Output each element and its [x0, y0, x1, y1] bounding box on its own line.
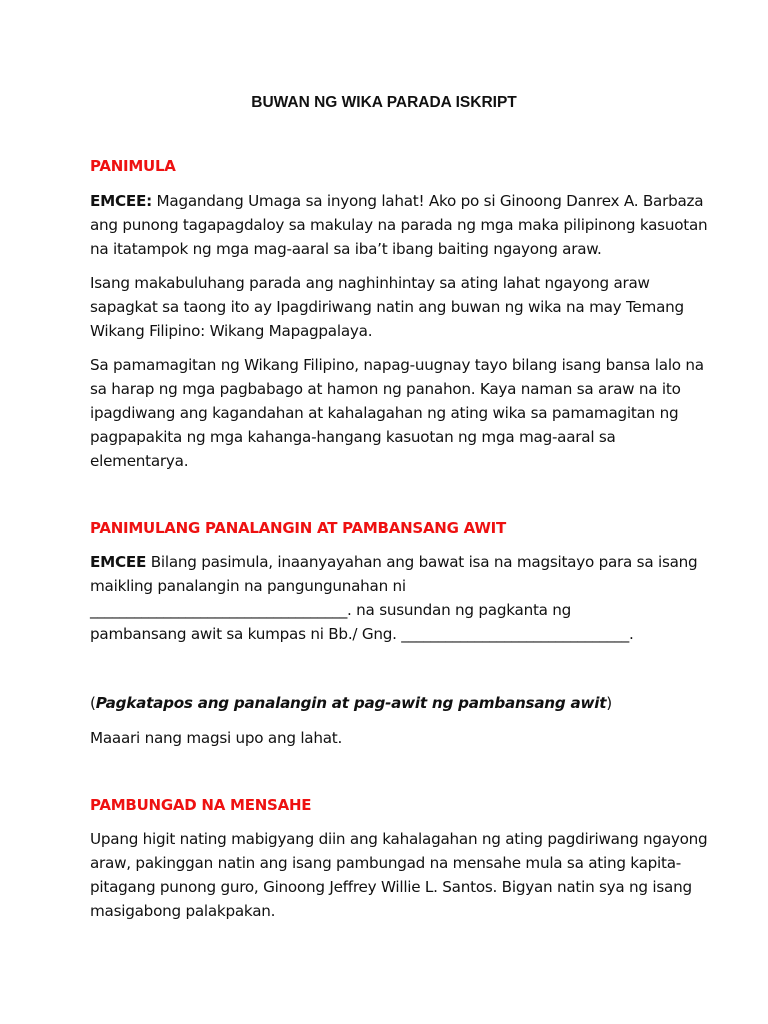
- section-heading-panimula: PANIMULA: [90, 157, 176, 175]
- paragraph-line: Wikang Filipino: Wikang Mapagpalaya.: [90, 322, 373, 340]
- paragraph-line: EMCEE Bilang pasimula, inaanyayahan ang bawat isa na magsitayo para sa isang: [90, 553, 698, 571]
- paragraph-line: pagpapakita ng mga kahanga-hangang kasuotan ng mga mag-aaral sa: [90, 428, 616, 446]
- paragraph-line: ___________________________________. na susundan ng pagkanta ng: [90, 601, 572, 619]
- paragraph-line: elementarya.: [90, 452, 189, 470]
- paragraph-emcee-prayer: [90, 550, 698, 646]
- paragraph-line: Isang makabuluhang parada ang naghinhintay sa ating lahat ngayong araw: [90, 274, 650, 292]
- paragraph-line: na itatampok ng mga mag-aaral sa iba’t ibang baiting ngayong araw.: [90, 240, 602, 258]
- paragraph-stage-direction: [90, 691, 690, 715]
- emcee-label: EMCEE: [90, 553, 147, 571]
- paragraph-line: maikling panalangin na pangungunahan ni: [90, 577, 406, 595]
- paragraph-line: EMCEE: Magandang Umaga sa inyong lahat! Ako po si Ginoong Danrex A. Barbaza: [90, 192, 704, 210]
- paragraph-wikang-filipino: [90, 353, 704, 473]
- emcee-label: EMCEE:: [90, 192, 152, 210]
- paragraph-line: (Pagkatapos ang panalangin at pag-awit ng pambansang awit): [90, 694, 612, 712]
- paragraph-line: sapagkat sa taong ito ay Ipagdiriwang natin ang buwan ng wika na may Temang: [90, 298, 684, 316]
- paragraph-line: araw, pakinggan natin ang isang pambungad na mensahe mula sa ating kapita-: [90, 854, 681, 872]
- paragraph-line: ipagdiwang ang kagandahan at kahalagahan ng ating wika sa pamamagitan ng: [90, 404, 679, 422]
- section-heading-panalangin: PANIMULANG PANALANGIN AT PAMBANSANG AWIT: [90, 519, 506, 537]
- paragraph-line: masigabong palakpakan.: [90, 902, 276, 920]
- stage-direction-text: Pagkatapos ang panalangin at pag-awit ng pambansang awit: [95, 694, 607, 712]
- paragraph-emcee-intro: [90, 189, 708, 261]
- paragraph-line: pitagang punong guro, Ginoong Jeffrey Willie L. Santos. Bigyan natin sya ng isang: [90, 878, 692, 896]
- paragraph-line: Maaari nang magsi upo ang lahat.: [90, 729, 343, 747]
- paragraph-line: Sa pamamagitan ng Wikang Filipino, napag-uugnay tayo bilang isang bansa lalo na: [90, 356, 704, 374]
- paragraph-sit-down: [90, 726, 690, 750]
- section-heading-pambungad: PAMBUNGAD NA MENSAHE: [90, 796, 312, 814]
- paragraph-line: sa harap ng mga pagbabago at hamon ng panahon. Kaya naman sa araw na ito: [90, 380, 681, 398]
- paragraph-opening-message: [90, 827, 708, 923]
- paragraph-line: pambansang awit sa kumpas ni Bb./ Gng. _______________________________.: [90, 625, 634, 643]
- document-title: BUWAN NG WIKA PARADA ISKRIPT: [251, 94, 517, 111]
- paragraph-line: Upang higit nating mabigyang diin ang kahalagahan ng ating pagdiriwang ngayong: [90, 830, 708, 848]
- paragraph-line: ang punong tagapagdaloy sa makulay na parada ng mga maka pilipinong kasuotan: [90, 216, 708, 234]
- paragraph-theme: [90, 271, 690, 343]
